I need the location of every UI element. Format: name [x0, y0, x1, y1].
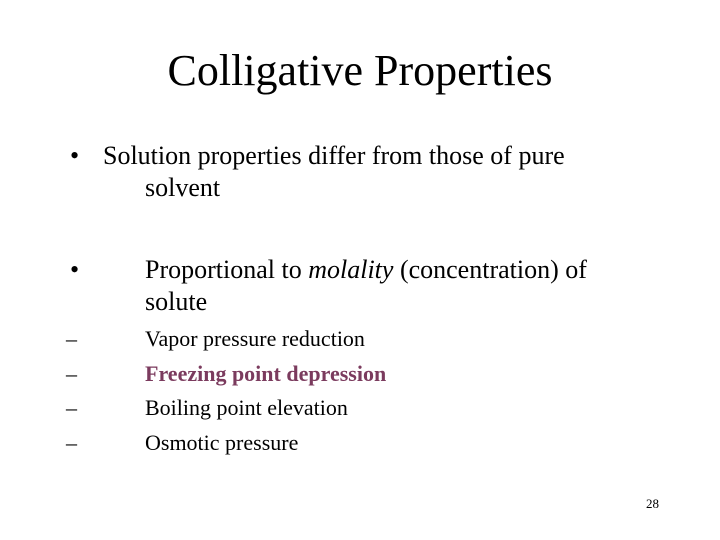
sub-item-dash: – — [66, 326, 77, 351]
slide-title: Colligative Properties — [167, 46, 553, 95]
sub-item-dash: – — [66, 430, 77, 455]
bullet-1-line-2: solvent — [145, 173, 221, 202]
sub-item-dash: – — [66, 395, 77, 420]
sub-item-osmotic-pressure: Osmotic pressure — [145, 430, 299, 455]
bullet-marker: • — [70, 141, 80, 170]
bullet-1-line-1: Solution properties differ from those of pure — [103, 141, 565, 170]
sub-item-boiling-point: Boiling point elevation — [145, 395, 348, 420]
bullet-marker: • — [70, 255, 80, 284]
bullet-2-text-post: (concentration) of — [393, 255, 587, 284]
bullet-2-text-pre: Proportional to — [145, 255, 309, 284]
bullet-2-line-2: solute — [145, 287, 208, 316]
sub-item-freezing-point: Freezing point depression — [145, 361, 387, 386]
sub-item-vapor-pressure: Vapor pressure reduction — [145, 326, 365, 351]
bullet-2-line-1 — [145, 254, 587, 285]
page-number: 28 — [646, 496, 659, 511]
molality-term: molality — [308, 255, 394, 284]
sub-item-dash: – — [66, 361, 77, 386]
